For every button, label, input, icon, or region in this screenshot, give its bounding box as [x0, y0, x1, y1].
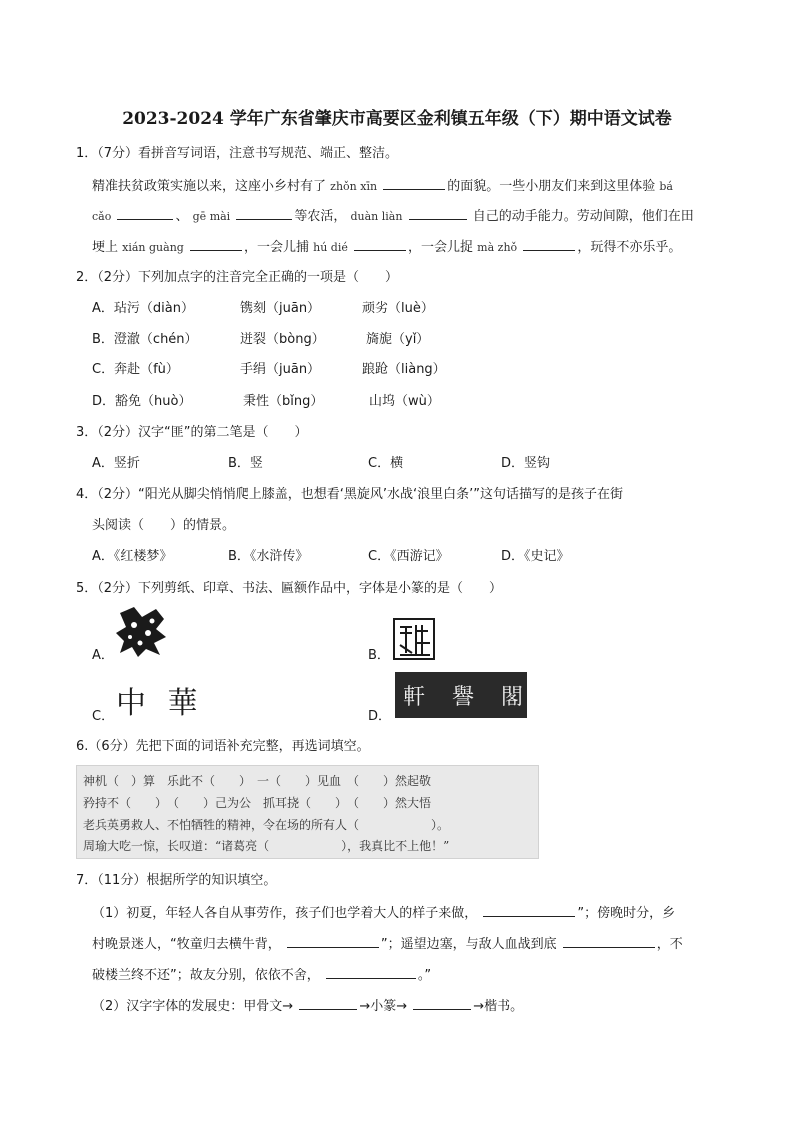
q1-text: ，一会儿捉	[408, 240, 474, 255]
q7-text: →小篆→	[359, 999, 408, 1014]
option-d2: 秉性（bǐng）	[243, 394, 324, 409]
option-b[interactable]: B．《水浒传》	[228, 549, 309, 564]
q4-heading: 4．（2分）“阳光从脚尖悄悄爬上膝盖，也想看‘黑旋风’水战‘浪里白条’”这句话描写的是孩子在街	[76, 487, 624, 502]
q7-heading: 7．（11分）根据所学的知识填空。	[76, 873, 277, 888]
q1-line-3	[92, 237, 681, 257]
q2-heading: 2．（2分）下列加点字的注音完全正确的一项是（ ）	[76, 270, 399, 285]
pinyin-prompt: xián guàng	[122, 241, 184, 254]
answer-blank[interactable]	[523, 237, 575, 251]
option-c[interactable]: C．《西游记》	[368, 549, 449, 564]
option-c2: 手绢（juān）	[240, 362, 321, 377]
q7-text: （1）初夏，年轻人各自从事劳作，孩子们也学着大人的样子来做，	[92, 906, 478, 921]
option-d1[interactable]: D．豁免（huò）	[92, 394, 192, 409]
q4-heading-cont: 头阅读（ ）的情景。	[92, 518, 236, 533]
q7-text: →楷书。	[473, 999, 524, 1014]
option-a2: 镌刻（juān）	[240, 301, 321, 316]
option-a1[interactable]: A．玷污（diàn）	[92, 301, 194, 316]
answer-blank[interactable]	[287, 934, 379, 948]
option-a[interactable]: A．《红楼梦》	[92, 549, 173, 564]
q1-heading: 1．（7分）看拼音写词语，注意书写规范、端正、整洁。	[76, 146, 399, 161]
sentence-row-2: 周瑜大吃一惊，长叹道：“诸葛亮（ ），我真比不上他！”	[83, 839, 450, 853]
option-d[interactable]: D．竖钩	[501, 456, 551, 471]
answer-blank[interactable]	[383, 176, 445, 190]
answer-blank[interactable]	[563, 934, 655, 948]
option-b[interactable]: B．竖	[228, 456, 263, 471]
q7-text: ”；遥望边塞，与敌人血战到底	[380, 937, 557, 952]
option-d[interactable]: D．《史记》	[501, 549, 570, 564]
q1-line-2	[92, 206, 694, 226]
option-c-label[interactable]: C．	[92, 709, 115, 724]
option-a3: 顽劣（luè）	[362, 301, 434, 316]
answer-blank[interactable]	[190, 237, 242, 251]
pinyin-prompt: duàn liàn	[350, 210, 403, 223]
pinyin-prompt: cǎo	[92, 210, 112, 223]
q1-text: 、	[175, 209, 189, 224]
q1-line-1	[92, 176, 673, 196]
pinyin-prompt: zhǒn xīn	[330, 180, 378, 193]
q1-text: 精准扶贫政策实施以来，这座小乡村有了	[92, 179, 327, 194]
q7-text: ”；傍晚时分，乡	[577, 906, 676, 921]
answer-blank[interactable]	[117, 206, 173, 220]
papercut-image[interactable]	[112, 603, 170, 659]
pinyin-prompt: hú dié	[313, 241, 348, 254]
q7-part2	[92, 996, 523, 1016]
option-c3: 踉跄（liàng）	[362, 362, 446, 377]
answer-blank[interactable]	[354, 237, 406, 251]
answer-blank[interactable]	[483, 903, 575, 917]
word-row-1: 神机（ ）算 乐此不（ ） 一（ ）见血 （ ）然起敬	[83, 774, 432, 788]
q7-text: 破楼兰终不还”；故友分别，依依不舍，	[92, 968, 320, 983]
q1-text: 埂上	[92, 240, 119, 255]
plaque-image[interactable]	[395, 672, 533, 718]
q7-text: 。”	[417, 968, 432, 983]
option-d-label[interactable]: D．	[368, 709, 392, 724]
q7-part1-line3	[92, 965, 431, 985]
option-a-label[interactable]: A．	[92, 648, 114, 663]
pinyin-prompt: gē mài	[192, 210, 231, 223]
option-b2: 迸裂（bòng）	[240, 332, 325, 347]
sentence-row-1: 老兵英勇救人、不怕牺牲的精神，令在场的所有人（ ）。	[83, 818, 450, 832]
q1-text: 等农活，	[294, 209, 347, 224]
q7-text: （2）汉字字体的发展史：甲骨文→	[92, 999, 294, 1014]
option-c[interactable]: C．横	[368, 456, 404, 471]
option-b3: 旖旎（yǐ）	[366, 332, 430, 347]
q5-heading: 5．（2分）下列剪纸、印章、书法、匾额作品中，字体是小篆的是（ ）	[76, 581, 503, 596]
calligraphy-image[interactable]: 中 華	[116, 686, 204, 721]
answer-blank[interactable]	[236, 206, 292, 220]
q1-text: 自己的动手能力。劳动间隙，他们在田	[472, 209, 694, 224]
option-a[interactable]: A．竖折	[92, 456, 140, 471]
q1-text: 的面貌。一些小朋友们来到这里体验	[447, 179, 656, 194]
pinyin-prompt: bá	[659, 180, 673, 193]
plaque-text: 軒 譽 閣	[403, 685, 533, 710]
option-c1[interactable]: C．奔赴（fù）	[92, 362, 179, 377]
seal-image[interactable]	[392, 617, 436, 661]
answer-blank[interactable]	[413, 996, 471, 1010]
q3-heading: 3．（2分）汉字“匪”的第二笔是（ ）	[76, 425, 308, 440]
q7-part1-line1	[92, 903, 675, 923]
answer-blank[interactable]	[409, 206, 467, 220]
page-title: 2023-2024 学年广东省肇庆市高要区金利镇五年级（下）期中语文试卷	[122, 109, 672, 129]
answer-blank[interactable]	[326, 965, 416, 979]
option-d3: 山坞（wù）	[369, 394, 440, 409]
pinyin-prompt: mà zhǒ	[477, 241, 518, 254]
q7-text: 村晚景迷人，“牧童归去横牛背，	[92, 937, 281, 952]
word-row-2: 矜持不（ ） （ ）己为公 抓耳挠（ ） （ ）然大悟	[83, 796, 432, 810]
q6-heading: 6.（6分）先把下面的词语补充完整，再选词填空。	[76, 739, 370, 754]
answer-blank[interactable]	[299, 996, 357, 1010]
option-b1[interactable]: B．澄澈（chén）	[92, 332, 198, 347]
word-fill-image	[76, 765, 539, 859]
q1-text: ，玩得不亦乐乎。	[577, 240, 682, 255]
option-b-label[interactable]: B．	[368, 648, 390, 663]
q7-text: ，不	[656, 937, 683, 952]
q1-text: ，一会儿捕	[243, 240, 309, 255]
q7-part1-line2	[92, 934, 683, 954]
